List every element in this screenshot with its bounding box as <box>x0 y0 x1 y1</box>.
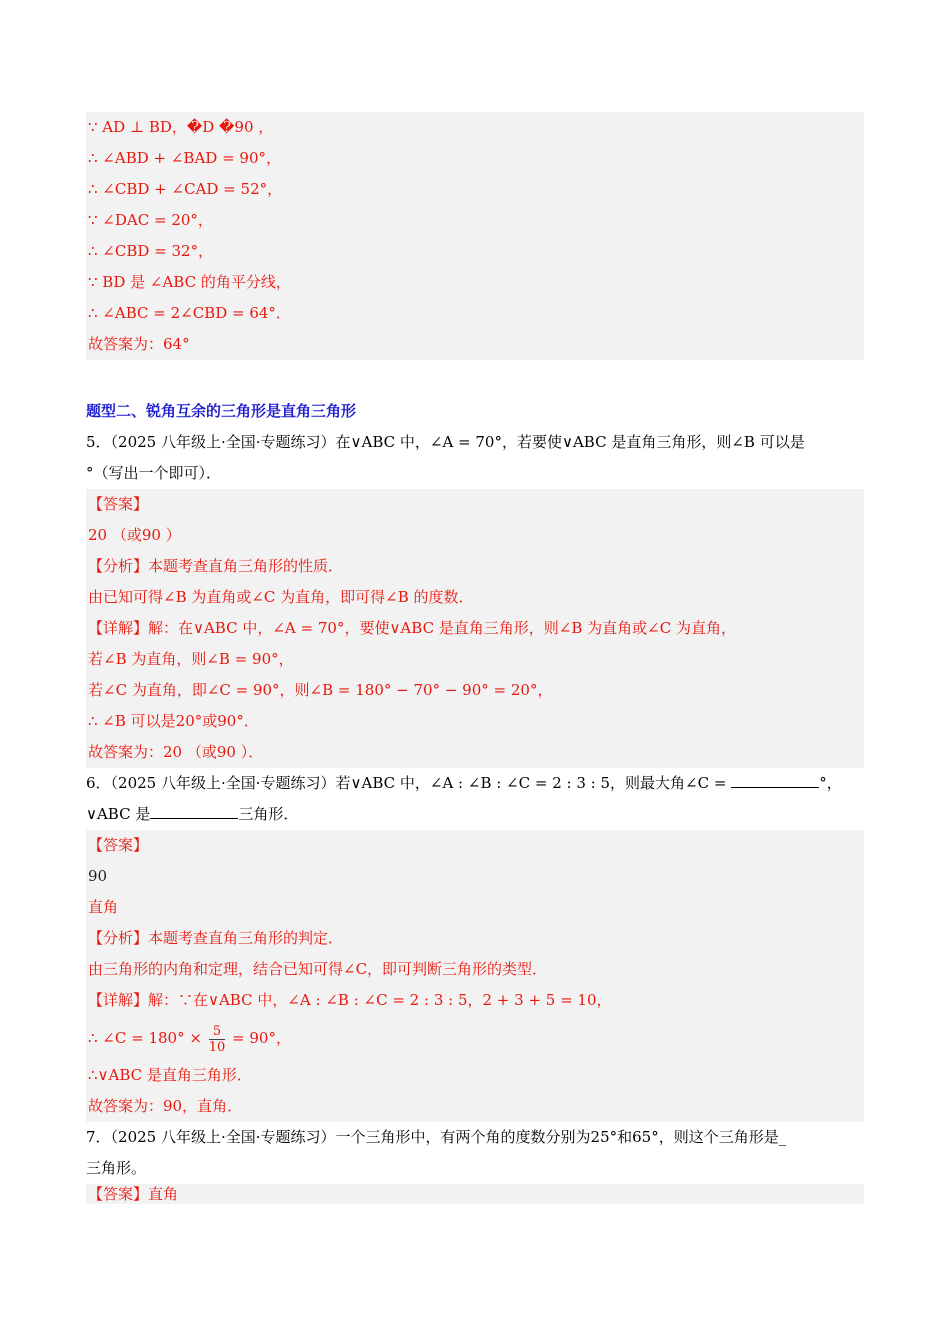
detail-text: ∴ ∠C = 180° × <box>88 1029 202 1047</box>
solution-line: 故答案为：64° <box>88 335 190 353</box>
detail-line: 若∠C 为直角，即∠C = 90°，则∠B = 180° − 70° − 90° = 20°， <box>88 681 553 699</box>
answer-label: 【答案】 <box>88 495 149 513</box>
detail-text: = 90°， <box>232 1029 291 1047</box>
analysis-line: 由已知可得∠B 为直角或∠C 为直角，即可得∠B 的度数． <box>88 588 474 606</box>
question-7-cont: 三角形。 <box>86 1159 147 1177</box>
detail-line: 故答案为：90，直角． <box>88 1097 243 1115</box>
detail-line: 【详解】解：∵在∨ABC 中，∠A : ∠B : ∠C = 2 : 3 : 5，2 + 3 + 5 = 10， <box>88 991 612 1009</box>
fraction-numerator: 5 <box>209 1024 226 1040</box>
detail-line: 故答案为：20 （或90 ）． <box>88 743 264 761</box>
question-7: 7．（2025 八年级上·全国·专题练习）一个三角形中，有两个角的度数分别为25°和65°，则这个三角形是_ <box>86 1128 787 1146</box>
detail-line: ∴ ∠B 可以是20°或90°． <box>88 712 259 730</box>
detail-line: ∴∨ABC 是直角三角形． <box>88 1066 252 1084</box>
answer-value: 90 <box>88 867 108 885</box>
answer-line: 【答案】直角 <box>88 1185 179 1203</box>
solution-line: ∴ ∠CBD + ∠CAD = 52°， <box>88 180 283 198</box>
solution-line: ∴ ∠CBD = 32°， <box>88 242 214 260</box>
answer-value: 直角 <box>88 898 119 916</box>
answer-label: 【答案】 <box>88 836 149 854</box>
solution-line: ∵ BD 是 ∠ABC 的角平分线， <box>88 273 291 291</box>
detail-line: 【详解】解：在∨ABC 中，∠A = 70°，要使∨ABC 是直角三角形，则∠B 为直角或∠C 为直角， <box>88 619 736 637</box>
solution-line: ∵ AD ⊥ BD，�D �90 ， <box>88 118 274 136</box>
answer-value: 20 （或90 ） <box>88 526 181 544</box>
solution-line: ∴ ∠ABC = 2∠CBD = 64°． <box>88 304 291 322</box>
analysis-line: 【分析】本题考查直角三角形的判定． <box>88 929 344 947</box>
detail-line-fraction <box>88 1016 862 1060</box>
question-5-cont: °（写出一个即可）． <box>86 464 222 482</box>
question-5: 5．（2025 八年级上·全国·专题练习）在∨ABC 中，∠A = 70°，若要使∨ABC 是直角三角形，则∠B 可以是 <box>86 433 805 451</box>
question-6-text-2: ∨ABC 是 <box>86 805 151 823</box>
solution-block-q4 <box>86 112 864 360</box>
fraction-denominator: 10 <box>208 1039 226 1055</box>
analysis-line: 【分析】本题考查直角三角形的性质． <box>88 557 344 575</box>
section-heading: 题型二、锐角互余的三角形是直角三角形 <box>86 402 357 420</box>
fraction <box>209 1024 226 1055</box>
solution-line: ∴ ∠ABD + ∠BAD = 90°， <box>88 149 282 167</box>
solution-block-q5 <box>86 489 864 768</box>
answer-blank <box>731 773 819 788</box>
question-6 <box>86 768 864 799</box>
question-6-unit: °， <box>819 774 842 792</box>
page-content <box>86 112 864 1204</box>
answer-blank <box>150 804 238 819</box>
question-6-text-3: 三角形． <box>238 805 299 823</box>
question-6-text: 6．（2025 八年级上·全国·专题练习）若∨ABC 中，∠A : ∠B : ∠C = 2 : 3 : 5，则最大角∠C = <box>86 774 727 792</box>
detail-line: 若∠B 为直角，则∠B = 90°， <box>88 650 294 668</box>
solution-block-q6 <box>86 830 864 1122</box>
analysis-line: 由三角形的内角和定理，结合已知可得∠C，即可判断三角形的类型． <box>88 960 548 978</box>
solution-block-q7 <box>86 1184 864 1204</box>
question-6-cont <box>86 799 864 830</box>
solution-line: ∵ ∠DAC = 20°， <box>88 211 213 229</box>
